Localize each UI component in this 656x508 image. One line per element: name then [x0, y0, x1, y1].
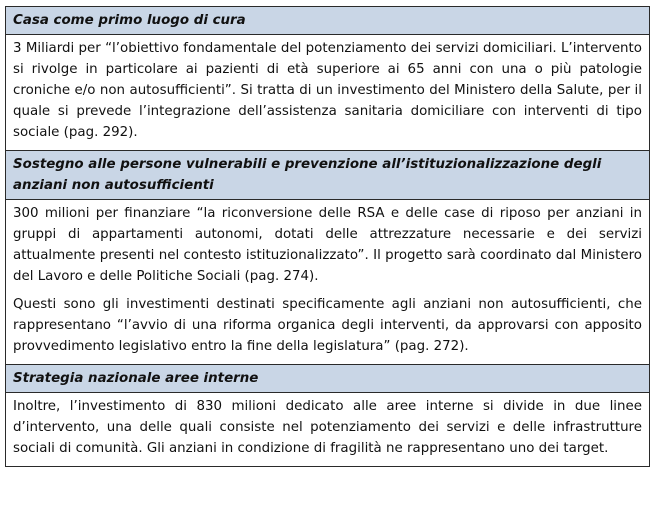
paragraph: Inoltre, l’investimento di 830 milioni dedicato alle aree interne si divide in due linee d’intervento, una delle quali consiste nel potenziamento dei servizi e delle infrastrutture sociali di comunità. Gli anziani in condizione di fragilità ne rappresentano uno dei target. — [13, 399, 642, 456]
paragraph: 300 milioni per finanziare “la riconversione delle RSA e delle case di riposo per anziani in gruppi di appartamenti autonomi, dotati delle attrezzature necessarie e dei servizi attualmente presenti nel contesto istituzionalizzato”. Il progetto sarà coordinato dal Ministero del Lavoro e delle Politiche Sociali (pag. 274). — [13, 206, 642, 284]
section-heading-row — [6, 7, 650, 35]
section-body-vulnerable-support — [6, 200, 650, 365]
section-body-inner-areas — [6, 393, 650, 467]
paragraph: Questi sono gli investimenti destinati specificamente agli anziani non autosufficienti, che rappresentano “l’avvio di una riforma organica degli interventi, da approvarsi con apposito provvedimento legislativo entro la fine della legislatura” (pag. 272). — [13, 297, 642, 354]
section-heading-vulnerable-support: Sostegno alle persone vulnerabili e prevenzione all’istituzionalizzazione degli anziani non autosufficienti — [6, 151, 650, 200]
paragraph: 3 Miliardi per “l’obiettivo fondamentale del potenziamento dei servizi domiciliari. L’intervento si rivolge in particolare ai pazienti di età superiore ai 65 anni con una o più patologie croniche e/o non autosufficienti”. Si tratta di un investimento del Ministero della Salute, per il quale si prevede l’integrazione dell’assistenza sanitaria domiciliare con interventi di tipo sociale (pag. 292). — [13, 41, 642, 140]
section-heading-inner-areas: Strategia nazionale aree interne — [6, 365, 650, 393]
section-heading-row — [6, 151, 650, 200]
section-body-row — [6, 200, 650, 365]
section-body-home-care — [6, 35, 650, 151]
section-heading-home-care: Casa come primo luogo di cura — [6, 7, 650, 35]
section-body-row — [6, 35, 650, 151]
section-body-row — [6, 393, 650, 467]
investment-summary-table — [5, 6, 650, 467]
section-heading-row — [6, 365, 650, 393]
